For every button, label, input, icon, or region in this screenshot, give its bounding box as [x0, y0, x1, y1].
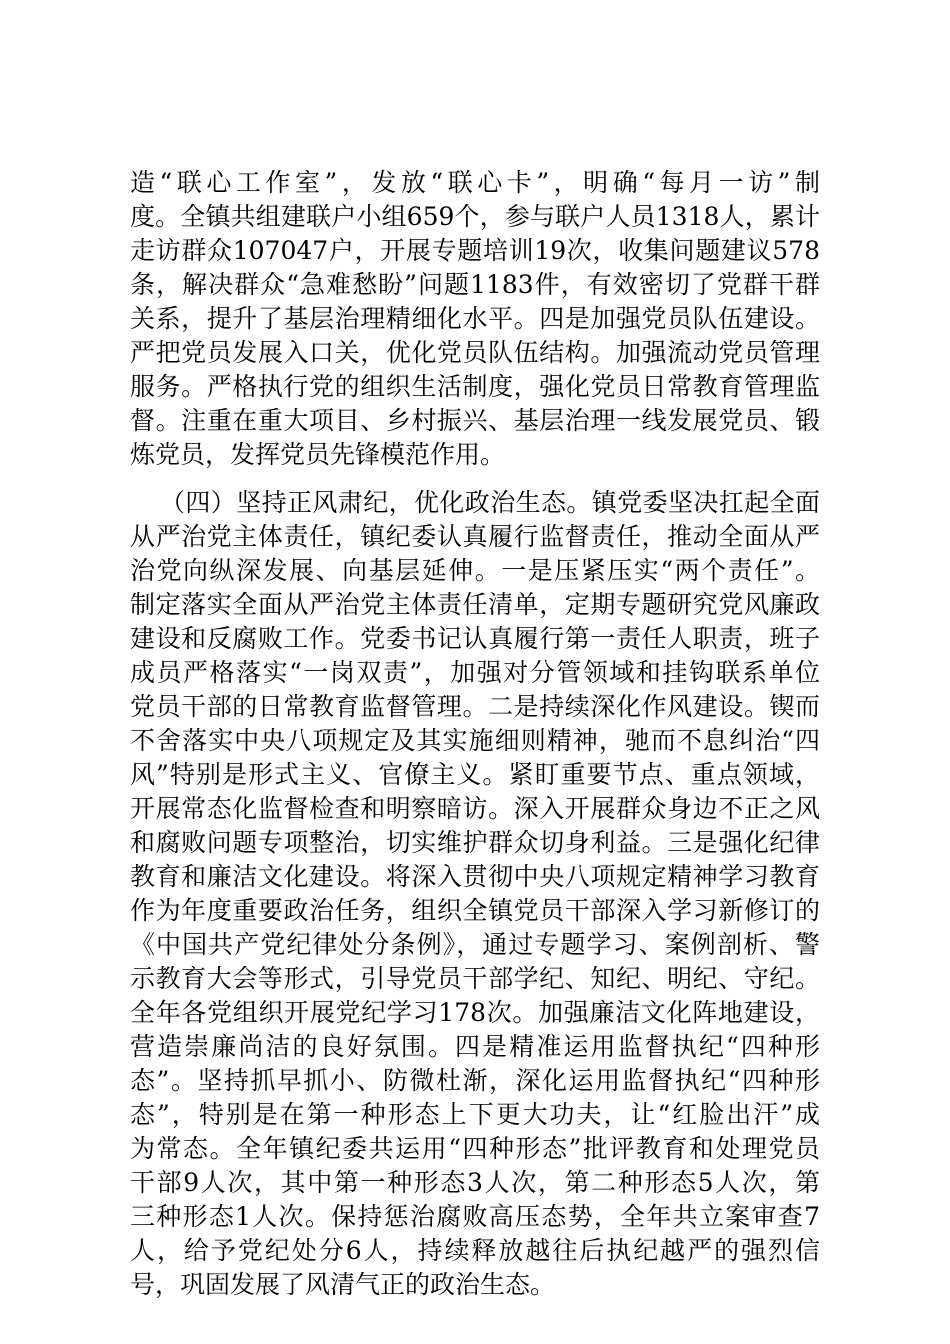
paragraph-2-line-12: 教育和廉洁文化建设。将深入贯彻中央八项规定精神学习教育	[130, 862, 820, 891]
paragraph-1-line-3: 走访群众107047户，开展专题培训19次，收集问题建议578	[130, 236, 820, 265]
paragraph-2-line-4: 制定落实全面从严治党主体责任清单，定期专题研究党风廉政	[130, 590, 820, 619]
paragraph-1-line-8: 督。注重在重大项目、乡村振兴、基层治理一线发展党员、锻	[130, 406, 820, 435]
paragraph-2-line-21: 干部9人次，其中第一种形态3人次，第二种形态5人次，第	[130, 1168, 820, 1197]
paragraph-2-line-20: 为常态。全年镇纪委共运用“四种形态”批评教育和处理党员	[130, 1134, 820, 1163]
paragraph-2-line-8: 不舍落实中央八项规定及其实施细则精神，驰而不息纠治“四	[130, 726, 820, 755]
paragraph-1-line-5: 关系，提升了基层治理精细化水平。四是加强党员队伍建设。	[130, 304, 820, 333]
paragraph-2-line-23: 人，给予党纪处分6人，持续释放越往后执纪越严的强烈信	[130, 1236, 820, 1265]
paragraph-2-line-1: （四）坚持正风肃纪，优化政治生态。镇党委坚决扛起全面	[160, 488, 820, 517]
paragraph-2-line-2: 从严治党主体责任，镇纪委认真履行监督责任，推动全面从严	[130, 522, 820, 551]
paragraph-2-line-19: 态”，特别是在第一种形态上下更大功夫，让“红脸出汗”成	[130, 1100, 820, 1129]
paragraph-2-line-15: 示教育大会等形式，引导党员干部学纪、知纪、明纪、守纪。	[130, 964, 820, 993]
paragraph-1-line-6: 严把党员发展入口关，优化党员队伍结构。加强流动党员管理	[130, 338, 820, 367]
paragraph-2-line-7: 党员干部的日常教育监督管理。二是持续深化作风建设。锲而	[130, 692, 820, 721]
paragraph-2-line-18: 态”。坚持抓早抓小、防微杜渐，深化运用监督执纪“四种形	[130, 1066, 820, 1095]
paragraph-2-line-17: 营造崇廉尚洁的良好氛围。四是精准运用监督执纪“四种形	[130, 1032, 820, 1061]
paragraph-2-line-22: 三种形态1人次。保持惩治腐败高压态势，全年共立案审查7	[130, 1202, 820, 1231]
paragraph-2-line-16: 全年各党组织开展党纪学习178次。加强廉洁文化阵地建设，	[130, 998, 820, 1027]
paragraph-2-line-13: 作为年度重要政治任务，组织全镇党员干部深入学习新修订的	[130, 896, 820, 925]
paragraph-1-line-2: 度。全镇共组建联户小组659个，参与联户人员1318人，累计	[130, 202, 820, 231]
paragraph-1-line-9: 炼党员，发挥党员先锋模范作用。	[130, 440, 506, 469]
paragraph-2-line-9: 风”特别是形式主义、官僚主义。紧盯重要节点、重点领域，	[130, 760, 820, 789]
paragraph-2-line-14: 《中国共产党纪律处分条例》，通过专题学习、案例剖析、警	[130, 930, 820, 959]
paragraph-1-line-1: 造“联心工作室”，发放“联心卡”，明确“每月一访”制	[130, 168, 820, 197]
paragraph-2-line-11: 和腐败问题专项整治，切实维护群众切身利益。三是强化纪律	[130, 828, 820, 857]
paragraph-2-line-24: 号，巩固发展了风清气正的政治生态。	[130, 1270, 556, 1299]
paragraph-2-line-6: 成员严格落实“一岗双责”，加强对分管领域和挂钩联系单位	[130, 658, 820, 687]
paragraph-2-line-10: 开展常态化监督检查和明察暗访。深入开展群众身边不正之风	[130, 794, 820, 823]
paragraph-1-line-4: 条，解决群众“急难愁盼”问题1183件，有效密切了党群干群	[130, 270, 820, 299]
paragraph-2-line-3: 治党向纵深发展、向基层延伸。一是压紧压实“两个责任”。	[130, 556, 820, 585]
paragraph-2-line-5: 建设和反腐败工作。党委书记认真履行第一责任人职责，班子	[130, 624, 820, 653]
paragraph-1-line-7: 服务。严格执行党的组织生活制度，强化党员日常教育管理监	[130, 372, 820, 401]
